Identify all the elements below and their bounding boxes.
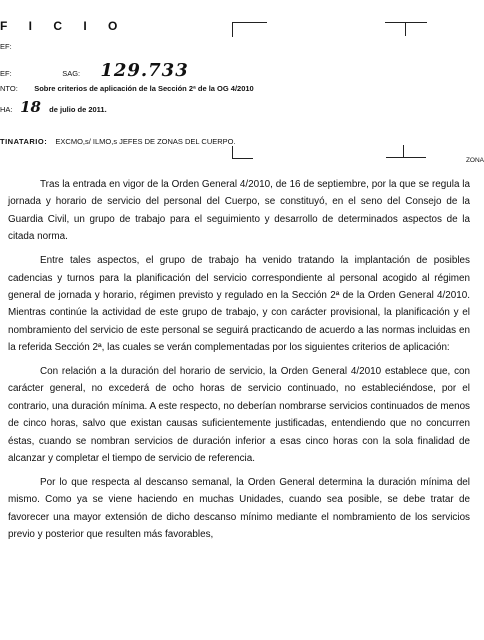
asunto-line (0, 84, 254, 93)
fecha-line (0, 98, 107, 116)
asunto-label: NTO: (0, 84, 18, 93)
sag-number: 129.733 (100, 60, 189, 81)
fecha-rest: de julio de 2011. (49, 105, 107, 114)
fecha-day: 18 (20, 98, 41, 116)
zona-side-label: ZONA (465, 157, 484, 164)
paragraph: Por lo que respecta al descanso semanal, la Orden General determina la duración mínima del mismo. Como ya se viene haciendo en muchas Unidades, cuando sea posible, se debe tratar de favorecer una mayor extensión de dicho descanso mínimo mediante el nombramiento de los servicios previo y posterior que resulten más favorables, (8, 477, 470, 541)
sag-ref-line (0, 60, 189, 81)
ref-label: EF: (0, 42, 12, 51)
corner-mark-top-right-stem (405, 22, 406, 36)
destinatario-value: EXCMO,s/ ILMO,s JEFES DE ZONAS DEL CUERPO. (55, 137, 236, 146)
ref-line (0, 42, 28, 51)
paragraph: Entre tales aspectos, el grupo de trabajo ha venido tratando la implantación de posibles cadencias y turnos para la planificación del servicio correspondiente al personal acogido al régimen general de jornada y horario, régimen previsto y regulado en la Sección 2ª de la Orden General 4/2010. Mientras continúe la actividad de este grupo de trabajo, y con carácter provisional, la planificación y el nombramiento del servicio de este personal se seguirá practicando de acuerdo a las normas incluidas en la referida Sección 2ª, las cuales se verán complementadas por los siguientes criterios de aplicación: (8, 255, 470, 354)
sag-ref-label: EF: (0, 69, 12, 78)
destinatario-label: TINATARIO: (0, 137, 48, 146)
corner-mark-top-right (385, 22, 427, 23)
document-title: F I C I O (0, 19, 127, 33)
destinatario-line (0, 137, 236, 146)
paragraph: Tras la entrada en vigor de la Orden General 4/2010, de 16 de septiembre, por la que se regula la jornada y horario de servicio del personal del Cuerpo, se constituyó, en el seno del Consejo de la Guardia Civil, un grupo de trabajo para el seguimiento y desarrollo de determinados aspectos de la citada norma. (8, 179, 470, 243)
paragraph: Con relación a la duración del horario de servicio, la Orden General 4/2010 establece que, con carácter general, no excederá de ocho horas de servicio continuado, no estableciéndose, por el contrario, una duración mínima. A este respecto, no deberían nombrarse servicios continuados de menos de cinco horas, salvo que existan causas suficientemente justificadas, entendiendo que no concurren éstas, cuando se nombran servicios de duración inferior a esas cinco horas con la sola finalidad de alcanzar y completar el tiempo de servicio de referencia. (8, 366, 470, 465)
fecha-label: HA: (0, 105, 13, 114)
letter-body (8, 176, 470, 550)
asunto-text: Sobre criterios de aplicación de la Sección 2ª de la OG 4/2010 (34, 84, 254, 93)
corner-mark-bottom-right-stem (403, 145, 404, 157)
sag-label: SAG: (62, 69, 81, 78)
corner-mark-bottom-right (386, 157, 426, 158)
corner-mark-top-left (232, 22, 267, 37)
corner-mark-bottom-left (232, 146, 253, 159)
